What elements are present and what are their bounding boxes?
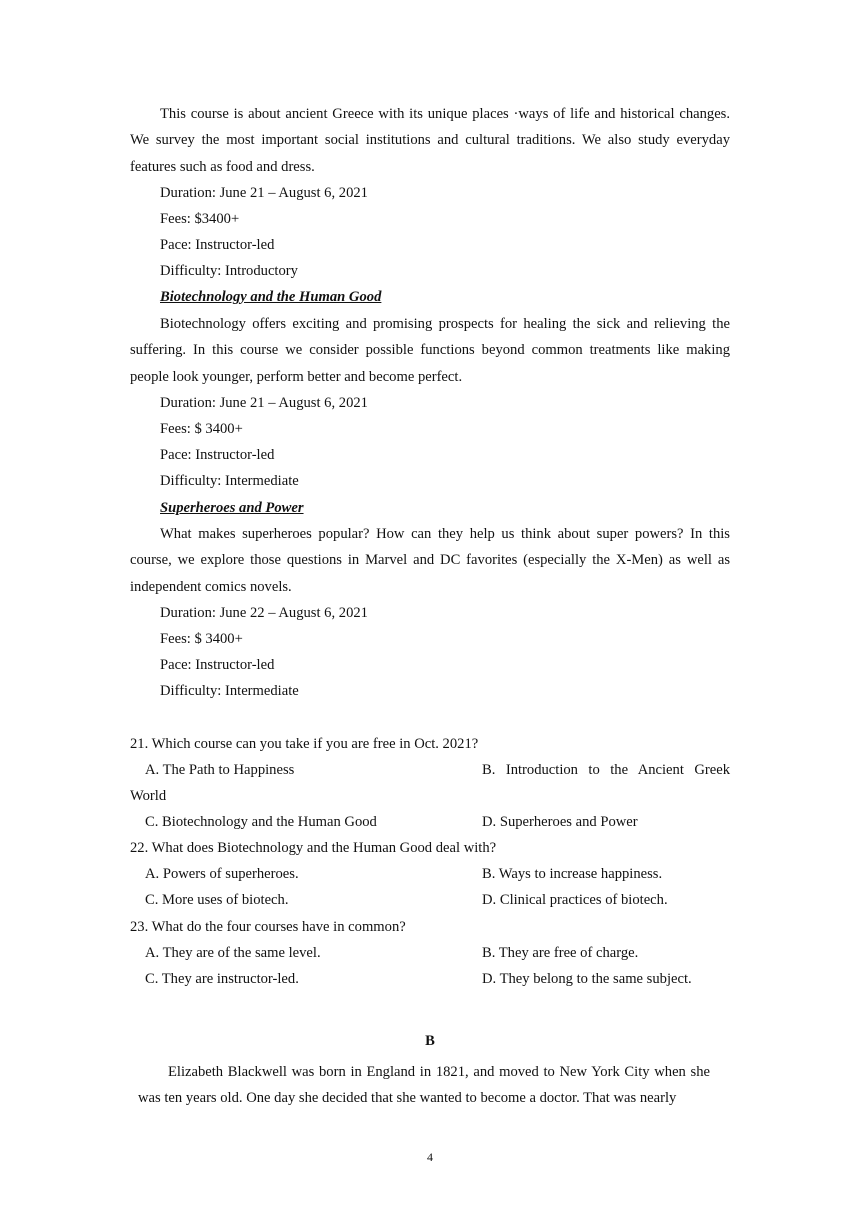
- question-22-stem: 22. What does Biotechnology and the Human Good deal with?: [130, 840, 497, 856]
- question-22-option-b: B. Ways to increase happiness.: [482, 866, 663, 882]
- question-23-option-b: B. They are free of charge.: [482, 945, 639, 961]
- course2-description: Biotechnology offers exciting and promising prospects for healing the sick and relieving the suffering. In this course we consider possible functions beyond common treatments like making people look younger, perform better and become perfect.: [130, 316, 730, 385]
- course3-title: Superheroes and Power: [160, 500, 304, 516]
- question-23-option-a: A. They are of the same level.: [145, 945, 321, 961]
- course1-pace: Pace: Instructor-led: [160, 237, 275, 253]
- question-21-option-b-continued: World: [130, 788, 167, 804]
- section-b-heading: B: [425, 1033, 435, 1049]
- section-b-paragraph: Elizabeth Blackwell was born in England in 1821, and moved to New York City when she was ten years old. One day she decided that she wanted to become a doctor. That was nearly: [138, 1064, 710, 1107]
- question-21-option-c: C. Biotechnology and the Human Good: [145, 814, 377, 830]
- question-22-option-c: C. More uses of biotech.: [145, 892, 289, 908]
- question-23-option-c: C. They are instructor-led.: [145, 971, 299, 987]
- course3-pace: Pace: Instructor-led: [160, 657, 275, 673]
- course2-duration: Duration: June 21 – August 6, 2021: [160, 395, 368, 411]
- question-22-option-d: D. Clinical practices of biotech.: [482, 892, 668, 908]
- question-21-option-b: B. Introduction to the Ancient Greek: [482, 762, 730, 778]
- course2-difficulty: Difficulty: Intermediate: [160, 473, 299, 489]
- course3-duration: Duration: June 22 – August 6, 2021: [160, 605, 368, 621]
- course3-description: What makes superheroes popular? How can they help us think about super powers? In this course, we explore those questions in Marvel and DC favorites (especially the X-Men) as well as independent comics novels.: [130, 526, 730, 595]
- course3-difficulty: Difficulty: Intermediate: [160, 683, 299, 699]
- page-number: 4: [427, 1150, 433, 1164]
- course2-fees: Fees: $ 3400+: [160, 421, 243, 437]
- course1-difficulty: Difficulty: Introductory: [160, 263, 298, 279]
- question-23-stem: 23. What do the four courses have in common?: [130, 919, 406, 935]
- question-23-option-d: D. They belong to the same subject.: [482, 971, 692, 987]
- intro-paragraph: This course is about ancient Greece with its unique places ·ways of life and historical changes. We survey the most important social institutions and cultural traditions. We also study everyday features such as food and dress.: [130, 106, 730, 175]
- course1-duration: Duration: June 21 – August 6, 2021: [160, 185, 368, 201]
- question-21-option-a: A. The Path to Happiness: [145, 762, 295, 778]
- course2-pace: Pace: Instructor-led: [160, 447, 275, 463]
- question-21-option-d: D. Superheroes and Power: [482, 814, 638, 830]
- question-22-option-a: A. Powers of superheroes.: [145, 866, 299, 882]
- question-21-stem: 21. Which course can you take if you are free in Oct. 2021?: [130, 736, 479, 752]
- course3-fees: Fees: $ 3400+: [160, 631, 243, 647]
- course2-title: Biotechnology and the Human Good: [160, 289, 382, 305]
- course1-fees: Fees: $3400+: [160, 211, 240, 227]
